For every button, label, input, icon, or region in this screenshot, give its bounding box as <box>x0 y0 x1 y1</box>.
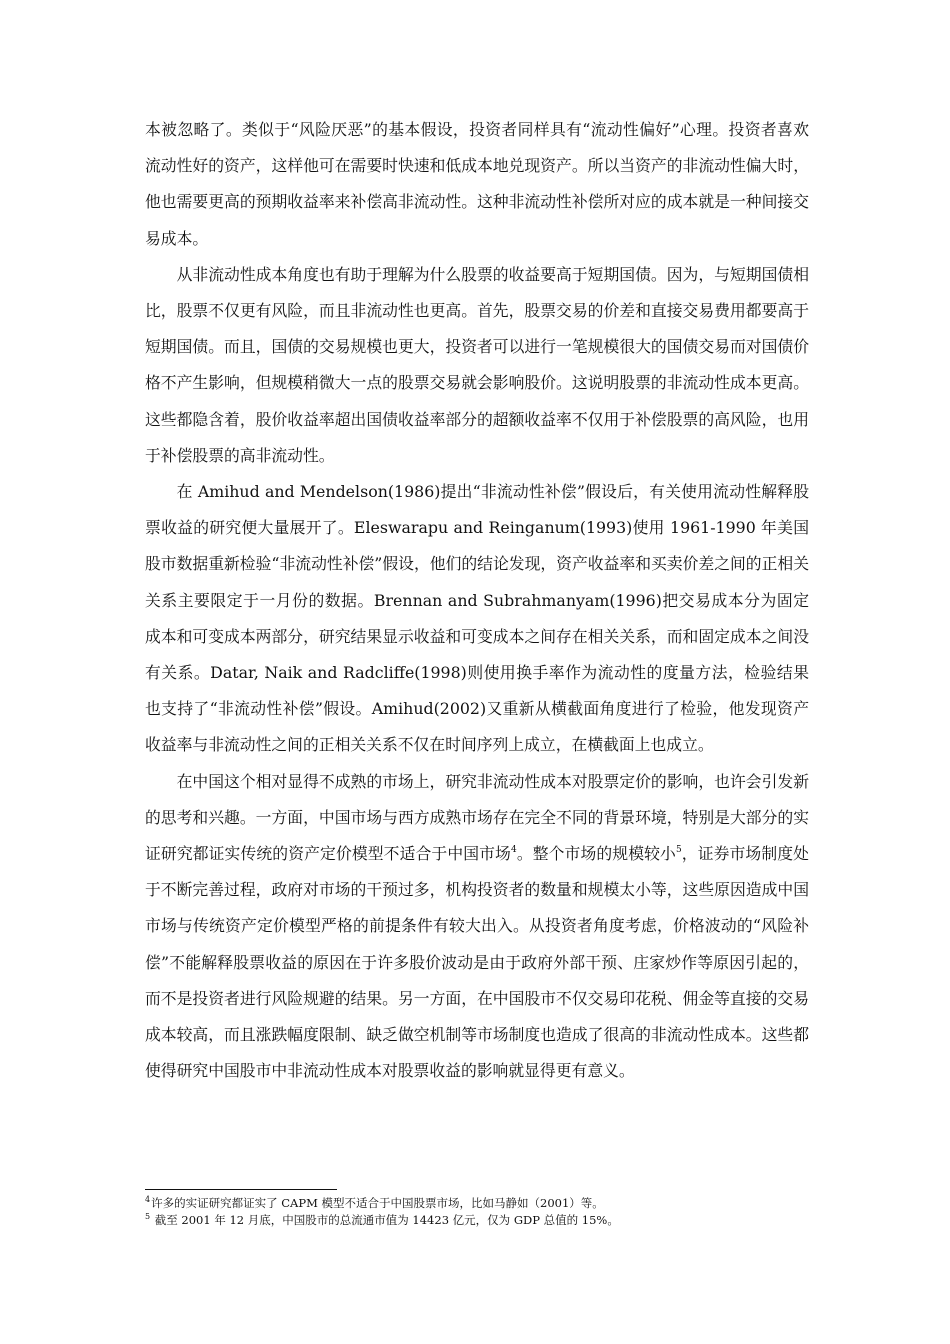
footnote-separator <box>145 1189 337 1190</box>
paragraph <box>145 764 809 1090</box>
footnotes <box>145 1195 809 1229</box>
footnote-mark: 5 <box>145 1212 151 1221</box>
footnote-mark: 4 <box>145 1195 151 1204</box>
footnote <box>145 1195 809 1212</box>
footnote-text: 截至 2001 年 12 月底，中国股市的总流通市值为 14423 亿元，仅为 GDP 总值的 15%。 <box>151 1213 619 1227</box>
footnote <box>145 1212 809 1229</box>
paragraph <box>145 257 809 474</box>
paragraph-text: ，证券市场制度处于不断完善过程，政府对市场的干预过多，机构投资者的数量和规模太小等，这些原因造成中国市场与传统资产定价模型严格的前提条件有较大出入。从投资者角度考虑，价格波动的“风险补偿”不能解释股票收益的原因在于许多股价波动是由于政府外部干预、庄家炒作等原因引起的，而不是投资者进行风险规避的结果。另一方面，在中国股市不仅交易印花税、佣金等直接的交易成本较高，而且涨跌幅度限制、缺乏做空机制等市场制度也造成了很高的非流动性成本。这些都使得研究中国股市中非流动性成本对股票收益的影响就显得更有意义。 <box>145 844 809 1081</box>
paragraph-text: 在中国这个相对显得不成熟的市场上，研究非流动性成本对股票定价的影响，也许会引发新的思考和兴趣。一方面，中国市场与西方成熟市场存在完全不同的背景环境，特别是大部分的实证研究都证实传统的资产定价模型不适合于中国市场 <box>145 771 809 864</box>
paragraph-text: 从非流动性成本角度也有助于理解为什么股票的收益要高于短期国债。因为，与短期国债相比，股票不仅更有风险，而且非流动性也更高。首先，股票交易的价差和直接交易费用都要高于短期国债。而且，国债的交易规模也更大，投资者可以进行一笔规模很大的国债交易而对国债价格不产生影响，但规模稍微大一点的股票交易就会影响股价。这说明股票的非流动性成本更高。这些都隐含着，股价收益率超出国债收益率部分的超额收益率不仅用于补偿股票的高风险，也用于补偿股票的高非流动性。 <box>145 264 809 465</box>
body-text <box>145 112 809 1089</box>
footnote-text: 许多的实证研究都证实了 CAPM 模型不适合于中国股票市场，比如马静如（2001）等。 <box>151 1196 604 1210</box>
paragraph-text: 本被忽略了。类似于“风险厌恶”的基本假设，投资者同样具有“流动性偏好”心理。投资者喜欢流动性好的资产，这样他可在需要时快速和低成本地兑现资产。所以当资产的非流动性偏大时，他也需要更高的预期收益率来补偿高非流动性。这种非流动性补偿所对应的成本就是一种间接交易成本。 <box>145 120 809 248</box>
paragraph-text: 。整个市场的规模较小 <box>516 844 676 864</box>
paragraph <box>145 112 809 257</box>
paragraph-text: 在 Amihud and Mendelson(1986)提出“非流动性补偿”假设后，有关使用流动性解释股票收益的研究便大量展开了。Eleswarapu and Reinganum(1993)使用 1961-1990 年美国股市数据重新检验“非流动性补偿”假设，他们的结论发现，资产收益率和买卖价差之间的正相关关系主要限定于一月份的数据。Brennan and Subrahmanyam(1996)把交易成本分为固定成本和可变成本两部分，研究结果显示收益和可变成本之间存在相关关系，而和固定成本之间没有关系。Datar, Naik and Radcliffe(1998)则使用换手率作为流动性的度量方法，检验结果也支持了“非流动性补偿”假设。Amihud(2002)又重新从横截面角度进行了检验，他发现资产收益率与非流动性之间的正相关关系不仅在时间序列上成立，在横截面上也成立。 <box>145 482 809 755</box>
paragraph <box>145 474 809 764</box>
footnote-reference: 4 <box>510 845 517 856</box>
footnote-reference: 5 <box>675 845 682 856</box>
